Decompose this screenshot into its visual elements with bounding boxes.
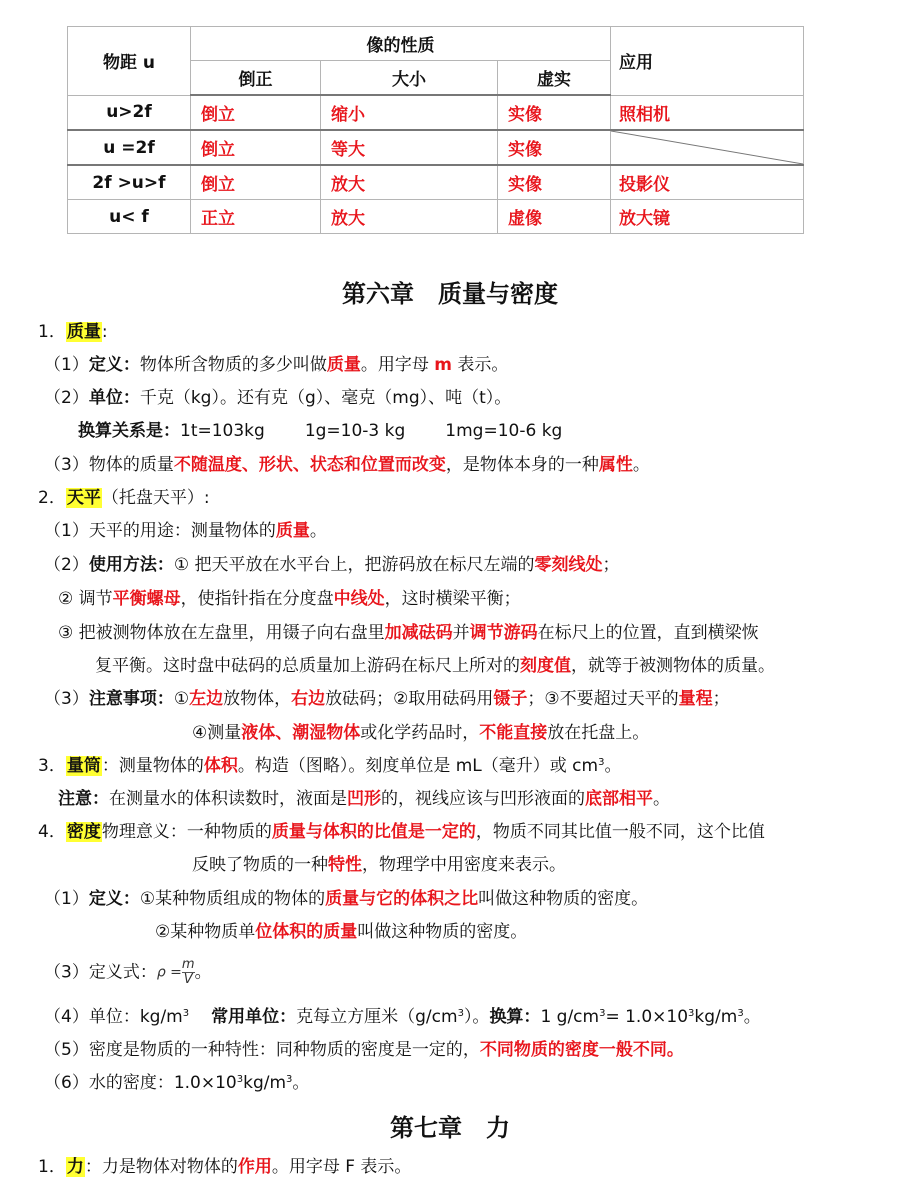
cylinder-note	[58, 787, 670, 811]
label: 使用方法：	[88, 555, 174, 575]
header-nature: 像的性质	[191, 27, 611, 61]
balance-use	[44, 519, 327, 543]
text: 叫做这种物质的密度。	[478, 889, 649, 909]
text: （6）水的密度：1.0×10	[44, 1073, 237, 1093]
text: ①某种物质组成的物体的	[139, 889, 326, 909]
text: 。	[194, 962, 212, 983]
text: 。	[743, 1007, 761, 1027]
section-cylinder-heading	[38, 754, 621, 778]
label: 定义：	[88, 355, 140, 375]
text: （托盘天平）:	[101, 488, 210, 508]
section-balance-heading	[38, 486, 210, 510]
balance-method-3-cont	[95, 654, 775, 678]
header-orientation: 倒正	[191, 61, 321, 96]
cell-size: 缩小	[321, 95, 498, 130]
text: 1mg=10-6 kg	[445, 421, 563, 441]
keyword: 不同物质的密度一般不同。	[479, 1040, 684, 1060]
mass-conversion	[78, 419, 562, 443]
keyword: 中线处	[333, 589, 385, 609]
text: 或化学药品时，	[360, 723, 480, 743]
text: ②某种物质单	[155, 922, 256, 942]
keyword: 作用	[237, 1157, 272, 1177]
text: ③ 把被测物体放在左盘里，用镊子向右盘里	[58, 623, 385, 643]
mass-definition	[44, 353, 508, 377]
text: 。构造（图略）。刻度单位是 mL（毫升）或 cm	[237, 756, 599, 776]
cell-size: 放大	[321, 165, 498, 200]
text: 放物体，	[223, 689, 292, 709]
text: （3）物体的质量	[44, 455, 174, 475]
text: 1g=10-3 kg	[304, 421, 406, 441]
text: ，这时横梁平衡；	[384, 589, 521, 609]
label: 注意事项：	[88, 689, 174, 709]
item-number: （2）	[44, 388, 89, 408]
keyword: 不能直接	[479, 723, 548, 743]
text: 放砝码；②取用砝码用	[325, 689, 494, 709]
density-formula	[44, 958, 212, 987]
text: 表示。	[451, 355, 509, 375]
cell-orientation: 正立	[191, 200, 321, 234]
text: ，物理学中用密度来表示。	[362, 855, 566, 875]
text: ：测量物体的	[101, 756, 204, 776]
cell-type: 实像	[498, 130, 611, 165]
text: 叫做这种物质的密度。	[357, 922, 528, 942]
text: （5）密度是物质的一种特性：同种物质的密度是一定的，	[44, 1040, 480, 1060]
keyword: 质量与体积的比值是一定的	[271, 822, 476, 842]
text: 物理意义：一种物质的	[101, 822, 272, 842]
header-application: 应用	[611, 27, 804, 96]
keyword: 量程	[678, 689, 713, 709]
header-distance: 物距 u	[68, 27, 191, 96]
diagonal-line	[611, 131, 803, 164]
section-number: 3．	[38, 756, 66, 776]
cell-u: u>2f	[68, 95, 191, 130]
table-row	[68, 165, 804, 200]
label: 换算关系是：	[78, 421, 180, 441]
mass-property	[44, 453, 650, 477]
keyword: 质量	[326, 355, 361, 375]
keyword: 平衡螺母	[112, 589, 181, 609]
cell-u: u< f	[68, 200, 191, 234]
text: 。	[604, 756, 622, 776]
balance-method-3	[58, 621, 759, 645]
text: （4）单位：kg/m	[44, 1007, 183, 1027]
text: ② 调节	[58, 589, 113, 609]
text: 反映了物质的一种	[192, 855, 328, 875]
text: 。	[632, 455, 650, 475]
keyword: 不随温度、形状、状态和位置而改变	[173, 455, 446, 475]
superscript: 3	[286, 1074, 293, 1085]
cell-orientation: 倒立	[191, 95, 321, 130]
balance-notes-cont	[192, 721, 649, 745]
chapter-6-title: 第六章 质量与密度	[342, 280, 558, 308]
density-definition-2	[155, 920, 527, 944]
superscript: 3	[236, 1074, 244, 1085]
cell-orientation: 倒立	[191, 130, 321, 165]
keyword: 液体、潮湿物体	[241, 723, 361, 743]
text: 1t=103kg	[180, 421, 265, 441]
table-row	[68, 130, 804, 165]
section-number: 1．	[38, 322, 66, 342]
text: 。	[309, 521, 327, 541]
cell-type: 实像	[498, 165, 611, 200]
keyword: 零刻线处	[534, 555, 603, 575]
label: 定义：	[88, 889, 140, 909]
text: ：力是物体对物体的	[84, 1157, 238, 1177]
mass-unit	[44, 386, 511, 410]
label: 常用单位：	[211, 1007, 297, 1027]
superscript: 3	[737, 1008, 744, 1019]
cell-type: 实像	[498, 95, 611, 130]
text: ）。	[463, 1007, 490, 1027]
water-density	[44, 1071, 309, 1095]
text: 的，视线应该与凹形液面的	[381, 789, 585, 809]
cell-application: 照相机	[611, 95, 804, 130]
lens-imaging-table	[67, 26, 804, 234]
item-number: （1）	[44, 889, 89, 909]
text: ；	[712, 689, 730, 709]
superscript: 3	[457, 1008, 464, 1019]
text: 千克（kg）。还有克（g）、毫克（mg）、吨（t）。	[139, 388, 512, 408]
keyword: 左边	[189, 689, 224, 709]
text: 放在托盘上。	[547, 723, 650, 743]
density-property	[44, 1038, 684, 1062]
text: 。用字母	[360, 355, 435, 375]
rho-symbol: ρ =	[156, 964, 182, 981]
label: 单位：	[88, 388, 140, 408]
section-number: 4．	[38, 822, 66, 842]
keyword: 质量	[275, 521, 310, 541]
cell-u: u =2f	[68, 130, 191, 165]
header-size: 大小	[321, 61, 498, 96]
superscript: 3	[598, 757, 605, 768]
cell-application: 投影仪	[611, 165, 804, 200]
section-title: 力	[66, 1157, 84, 1177]
header-type: 虚实	[498, 61, 611, 96]
cell-type: 虚像	[498, 200, 611, 234]
cell-orientation: 倒立	[191, 165, 321, 200]
section-title: 量筒	[66, 756, 101, 776]
cell-u: 2f >u>f	[68, 165, 191, 200]
cell-size: 等大	[321, 130, 498, 165]
cell-size: 放大	[321, 200, 498, 234]
colon: :	[101, 322, 108, 342]
keyword: 右边	[291, 689, 326, 709]
text: ，使指针指在分度盘	[180, 589, 334, 609]
text: 复平衡。这时盘中砝码的总质量加上游码在标尺上所对的	[95, 656, 520, 676]
keyword: 特性	[328, 855, 362, 875]
keyword: 凹形	[347, 789, 381, 809]
section-title: 密度	[66, 822, 101, 842]
superscript: 3	[599, 1008, 606, 1019]
balance-notes	[44, 687, 730, 711]
text: ；③不要超过天平的	[527, 689, 679, 709]
text: ；	[602, 555, 620, 575]
text: 。	[292, 1073, 310, 1093]
text: ，物质不同其比值一般不同，这个比值	[475, 822, 765, 842]
keyword: 体积	[203, 756, 238, 776]
text: （1）天平的用途：测量物体的	[44, 521, 276, 541]
keyword: 镊子	[493, 689, 528, 709]
balance-method-2	[58, 587, 521, 611]
density-definition-1	[44, 887, 648, 911]
keyword: 加减砝码	[384, 623, 453, 643]
keyword: 位体积的质量	[255, 922, 358, 942]
cell-application-empty	[611, 130, 804, 165]
keyword: 底部相平	[585, 789, 653, 809]
text: ，就等于被测物体的质量。	[571, 656, 775, 676]
text: （3）定义式：	[44, 962, 157, 983]
chapter-7-title: 第七章 力	[390, 1114, 510, 1142]
label: 换算：	[489, 1007, 541, 1027]
section-mass-heading	[38, 320, 108, 344]
section-force-heading	[38, 1155, 411, 1179]
keyword: 调节游码	[469, 623, 538, 643]
text: kg/m	[694, 1007, 738, 1027]
text: ④测量	[192, 723, 242, 743]
text: kg/m	[243, 1073, 287, 1093]
text: 1 g/cm	[540, 1007, 600, 1027]
section-title: 天平	[66, 488, 101, 508]
numerator: m	[181, 957, 195, 972]
text: ，是物体本身的一种	[445, 455, 599, 475]
item-number: （1）	[44, 355, 89, 375]
density-meaning-cont	[192, 853, 566, 877]
table-row	[68, 200, 804, 234]
superscript: 3	[688, 1008, 695, 1019]
section-number: 2．	[38, 488, 66, 508]
text: ①	[173, 689, 190, 709]
keyword: 属性	[598, 455, 633, 475]
cell-application: 放大镜	[611, 200, 804, 234]
table-row	[68, 95, 804, 130]
text: 在测量水的体积读数时，液面是	[109, 789, 347, 809]
text: ① 把天平放在水平台上，把游码放在标尺左端的	[173, 555, 535, 575]
keyword: 质量与它的体积之比	[325, 889, 479, 909]
section-density-heading	[38, 820, 765, 844]
item-number: （3）	[44, 689, 89, 709]
section-title: 质量	[66, 322, 101, 342]
fraction	[182, 958, 195, 987]
text: 。用字母 F 表示。	[271, 1157, 412, 1177]
text: = 1.0×10	[605, 1007, 689, 1027]
text: 并	[452, 623, 470, 643]
text: 。	[653, 789, 670, 809]
text: 克每立方厘米（g/cm	[296, 1007, 458, 1027]
superscript: 3	[182, 1008, 190, 1019]
item-number: （2）	[44, 555, 89, 575]
text: 在标尺上的位置，直到横梁恢	[537, 623, 759, 643]
denominator: V	[183, 972, 193, 987]
keyword: m	[434, 355, 452, 375]
label: 注意：	[58, 789, 109, 809]
density-unit	[44, 1005, 761, 1029]
balance-method-1	[44, 553, 619, 577]
text: 物体所含物质的多少叫做	[139, 355, 327, 375]
keyword: 刻度值	[520, 656, 571, 676]
section-number: 1．	[38, 1157, 66, 1177]
